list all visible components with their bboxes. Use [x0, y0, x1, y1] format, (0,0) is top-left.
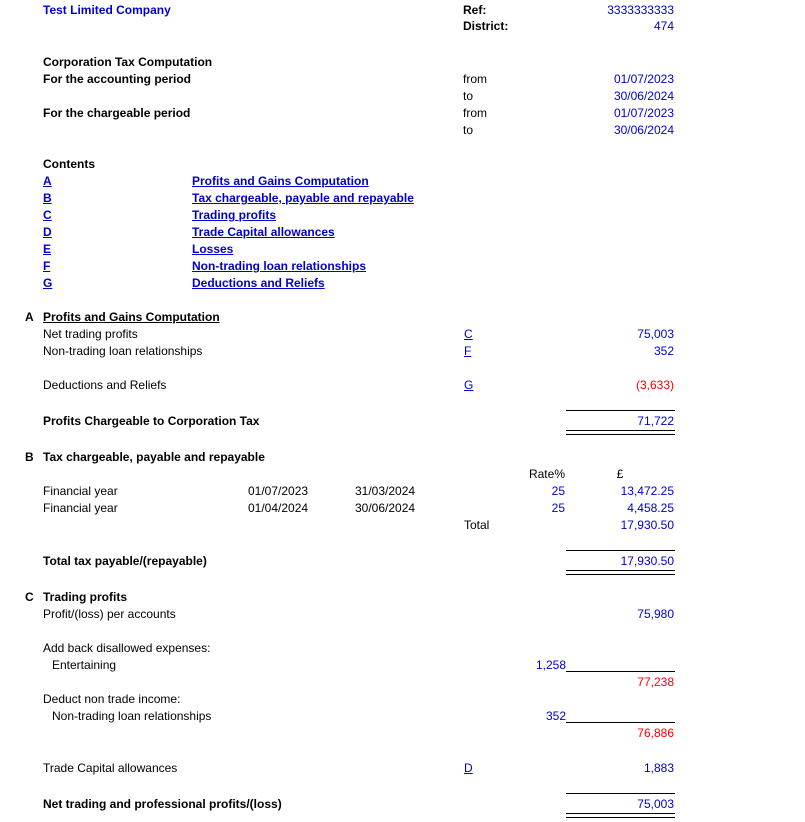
section-a-total-rule-top — [566, 410, 675, 411]
section-c-addback-running-total: 77,238 — [637, 675, 674, 689]
section-b-title: Tax chargeable, payable and repayable — [43, 450, 265, 464]
accounting-from-label: from — [463, 72, 487, 86]
contents-link-title-a[interactable]: Profits and Gains Computation — [192, 174, 369, 188]
section-c-deduct-running-total: 76,886 — [637, 726, 674, 740]
section-b-row-to-0: 31/03/2024 — [355, 484, 416, 498]
section-b-total-value: 17,930.50 — [620, 554, 674, 568]
section-a-row-label-0: Net trading profits — [43, 327, 138, 341]
section-b-row-label-1: Financial year — [43, 501, 118, 515]
accounting-to-label: to — [463, 89, 474, 103]
accounting-period-label: For the accounting period — [43, 72, 192, 86]
ref-value: 3333333333 — [607, 3, 674, 17]
contents-link-letter-f[interactable]: F — [43, 259, 51, 273]
contents-link-letter-d[interactable]: D — [43, 225, 52, 239]
section-b-row-amount-1: 4,458.25 — [627, 501, 674, 515]
section-a-row-ref-1[interactable]: F — [464, 344, 472, 358]
section-c-addback-rule — [566, 671, 675, 672]
section-a-row-label-2: Deductions and Reliefs — [43, 378, 167, 392]
contents-link-letter-e[interactable]: E — [43, 242, 52, 256]
section-a-total-label: Profits Chargeable to Corporation Tax — [43, 414, 260, 428]
section-c-title: Trading profits — [43, 590, 127, 604]
contents-link-letter-a[interactable]: A — [43, 174, 52, 188]
accounting-to-value: 30/06/2024 — [613, 89, 674, 103]
contents-link-title-b[interactable]: Tax chargeable, payable and repayable — [192, 191, 414, 205]
chargeable-period-label: For the chargeable period — [43, 106, 191, 120]
section-b-row-label-0: Financial year — [43, 484, 118, 498]
section-c-deduct-item-label: Non-trading loan relationships — [52, 709, 212, 723]
section-a-letter: A — [25, 310, 34, 324]
section-c-total-label: Net trading and professional profits/(loss) — [43, 797, 282, 811]
section-a-row-label-1: Non-trading loan relationships — [43, 344, 203, 358]
section-b-total-label: Total tax payable/(repayable) — [43, 554, 207, 568]
section-c-profit-label: Profit/(loss) per accounts — [43, 607, 176, 621]
chargeable-to-label: to — [463, 123, 474, 137]
section-c-deduct-rule — [566, 722, 675, 723]
section-c-capital-allowances-value: 1,883 — [643, 761, 674, 775]
contents-link-title-g[interactable]: Deductions and Reliefs — [192, 276, 325, 290]
section-b-subtotal-label: Total — [464, 518, 490, 532]
section-a-row-ref-0[interactable]: C — [464, 327, 473, 341]
contents-link-letter-c[interactable]: C — [43, 208, 52, 222]
chargeable-to-value: 30/06/2024 — [613, 123, 674, 137]
contents-link-title-e[interactable]: Losses — [192, 242, 234, 256]
section-b-row-amount-0: 13,472.25 — [620, 484, 674, 498]
company-name: Test Limited Company — [43, 3, 171, 17]
section-b-total-rule-double — [566, 570, 675, 575]
section-c-deduct-heading: Deduct non trade income: — [43, 692, 181, 706]
district-value: 474 — [653, 19, 674, 33]
section-c-capital-allowances-ref[interactable]: D — [464, 761, 473, 775]
section-c-addback-item-value: 1,258 — [535, 658, 566, 672]
section-c-profit-value: 75,980 — [637, 607, 674, 621]
accounting-from-value: 01/07/2023 — [613, 72, 674, 86]
contents-link-title-f[interactable]: Non-trading loan relationships — [192, 259, 367, 273]
section-c-total-value: 75,003 — [637, 797, 674, 811]
section-b-letter: B — [25, 450, 34, 464]
section-b-rate-header: Rate% — [528, 467, 565, 481]
section-b-amount-header: £ — [616, 467, 624, 481]
section-a-row-value-1: 352 — [653, 344, 674, 358]
section-a-row-ref-2[interactable]: G — [464, 378, 474, 392]
chargeable-from-label: from — [463, 106, 487, 120]
section-c-deduct-item-value: 352 — [545, 709, 566, 723]
section-a-total-rule-double — [566, 430, 675, 435]
section-b-row-rate-0: 25 — [551, 484, 565, 498]
section-b-row-from-0: 01/07/2023 — [248, 484, 309, 498]
contents-link-title-c[interactable]: Trading profits — [192, 208, 276, 222]
section-c-total-rule-double — [566, 813, 675, 818]
contents-link-title-d[interactable]: Trade Capital allowances — [192, 225, 335, 239]
section-a-row-value-2: (3,633) — [635, 378, 674, 392]
section-a-row-value-0: 75,003 — [637, 327, 674, 341]
section-b-total-rule-top — [566, 550, 675, 551]
document-title: Corporation Tax Computation — [43, 55, 213, 69]
section-c-total-rule-top — [566, 793, 675, 794]
section-b-row-to-1: 30/06/2024 — [355, 501, 416, 515]
section-a-total-value: 71,722 — [637, 414, 674, 428]
section-b-row-from-1: 01/04/2024 — [248, 501, 309, 515]
section-c-addback-item-label: Entertaining — [52, 658, 117, 672]
section-c-letter: C — [25, 590, 34, 604]
contents-heading: Contents — [43, 157, 95, 171]
district-label: District: — [463, 19, 509, 33]
section-b-subtotal-value: 17,930.50 — [620, 518, 674, 532]
ref-label: Ref: — [463, 3, 487, 17]
contents-link-letter-g[interactable]: G — [43, 276, 53, 290]
section-a-title[interactable]: Profits and Gains Computation — [43, 310, 220, 324]
chargeable-from-value: 01/07/2023 — [613, 106, 674, 120]
contents-link-letter-b[interactable]: B — [43, 191, 52, 205]
section-c-addback-heading: Add back disallowed expenses: — [43, 641, 211, 655]
section-b-row-rate-1: 25 — [551, 501, 565, 515]
section-c-capital-allowances-label: Trade Capital allowances — [43, 761, 178, 775]
